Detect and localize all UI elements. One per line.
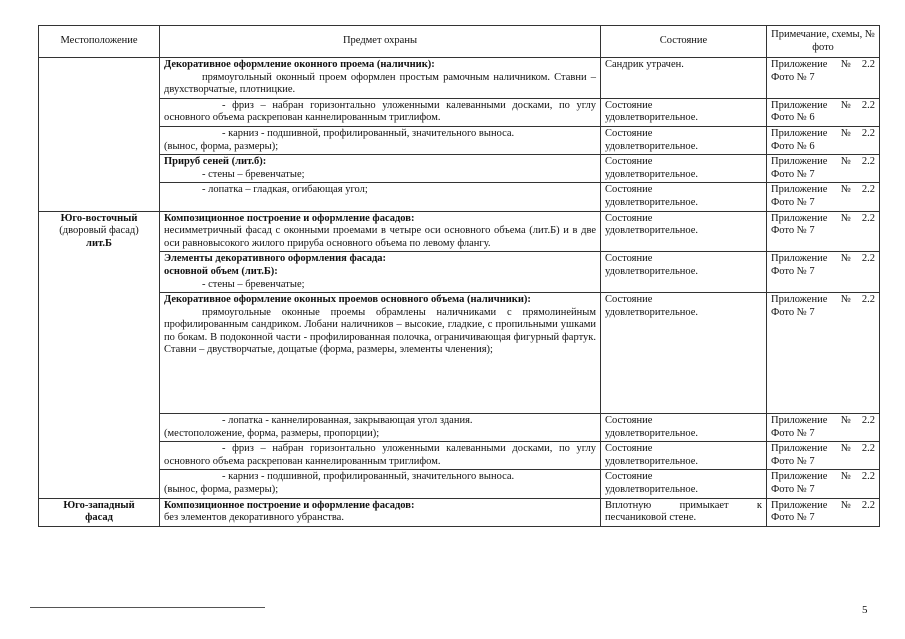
note-photo: Фото № 7 (771, 427, 815, 439)
location-cell-southwest (39, 498, 160, 526)
note-appendix: Приложение №2.2 (771, 415, 875, 427)
condition-cell (601, 155, 767, 183)
subject-title: Декоративное оформление оконных проемов основного объема (наличники): (164, 294, 531, 306)
table-row (39, 155, 880, 183)
condition-text: удовлетворительное. (605, 196, 699, 208)
note-appendix: Приложение №2.2 (771, 471, 875, 483)
note-photo: Фото № 7 (771, 484, 815, 496)
condition-text: Состояние (605, 99, 653, 111)
note-photo: Фото № 7 (771, 265, 815, 277)
subject-title: Прируб сеней (лит.б): (164, 156, 267, 168)
subject-title: Декоративное оформление оконного проема (наличник): (164, 59, 435, 70)
note-photo: Фото № 6 (771, 140, 815, 152)
location-cell-southeast (39, 211, 160, 498)
header-subject: Предмет охраны (160, 26, 601, 58)
condition-cell (601, 126, 767, 154)
note-cell (767, 155, 880, 183)
subject-text: - фриз – набран горизонтально уложенными калеванными досками, по углу основного объема раскрепован каннелированным триглифом. (164, 443, 596, 467)
condition-text: удовлетворительное. (605, 225, 699, 237)
location-lit: лит.Б (86, 237, 112, 249)
note-appendix: Приложение №2.2 (771, 59, 875, 70)
note-appendix: Приложение №2.2 (771, 212, 875, 224)
note-appendix: Приложение №2.2 (771, 184, 875, 196)
subject-text: (вынос, форма, размеры); (164, 140, 279, 152)
condition-text: удовлетворительное. (605, 427, 699, 439)
subject-cell (160, 58, 601, 99)
note-appendix: Приложение №2.2 (771, 99, 875, 111)
location-detail: (дворовый фасад) (59, 225, 139, 237)
condition-text: удовлетворительное. (605, 112, 699, 124)
location-cell-empty (39, 58, 160, 212)
subject-cell (160, 126, 601, 154)
subject-text: несимметричный фасад с оконными проемами в четыре оси основного объема (лит.Б) и в две оси равновысокого жилого прируба основного объема по левому флангу. (164, 225, 596, 249)
note-photo: Фото № 7 (771, 225, 815, 237)
subject-text: - стены – бревенчатые; (202, 278, 305, 290)
condition-cell (601, 470, 767, 498)
condition-text: Состояние (605, 156, 653, 168)
subject-cell (160, 414, 601, 442)
subject-cell (160, 183, 601, 211)
condition-text: Состояние (605, 253, 653, 265)
note-cell (767, 98, 880, 126)
location-detail: фасад (85, 512, 113, 524)
note-photo: Фото № 6 (771, 112, 815, 124)
subject-text: - фриз – набран горизонтально уложенными калеванными досками, по углу основного объема раскрепован каннелированным триглифом. (164, 99, 596, 124)
subject-text: прямоугольные оконные проемы обрамлены наличниками с прямолинейным профилированным сандриком. Лобани наличников – высокие, гладкие, с пропильными ушками по бокам. В подоконной части - профилированная полочка, ограничивающая фигурный фартук. Ставни – двустворчатые, дощатые (форма, размеры, элементы членения); (164, 306, 596, 356)
subject-cell (160, 498, 601, 526)
condition-cell (601, 414, 767, 442)
condition-cell (601, 293, 767, 414)
note-cell (767, 58, 880, 99)
header-note: Примечание, схемы, № фото (767, 26, 880, 58)
subject-cell (160, 252, 601, 293)
subject-title: Композиционное построение и оформление фасадов: (164, 499, 415, 511)
condition-cell (601, 58, 767, 99)
condition-text: Состояние (605, 294, 653, 306)
subject-text: - карниз - подшивной, профилированный, значительного выноса. (222, 127, 515, 139)
location-name: Юго-западный (63, 499, 135, 511)
condition-cell (601, 442, 767, 470)
subject-text: - стены – бревенчатые; (202, 168, 305, 180)
subject-text: (вынос, форма, размеры); (164, 484, 279, 496)
condition-text: удовлетворительное. (605, 140, 699, 152)
note-photo: Фото № 7 (771, 168, 815, 180)
protection-table (38, 25, 880, 527)
condition-text: удовлетворительное. (605, 265, 699, 277)
note-photo: Фото № 7 (771, 512, 815, 524)
header-condition: Состояние (601, 26, 767, 58)
table-row (39, 126, 880, 154)
table-row (39, 498, 880, 526)
note-cell (767, 126, 880, 154)
condition-cell (601, 252, 767, 293)
page-number: 5 (862, 604, 868, 616)
condition-cell (601, 211, 767, 252)
note-appendix: Приложение №2.2 (771, 156, 875, 168)
subject-text: без элементов декоративного убранства. (164, 512, 344, 524)
note-appendix: Приложение №2.2 (771, 499, 875, 511)
condition-text: Состояние (605, 443, 653, 455)
condition-text: Состояние (605, 415, 653, 427)
note-cell (767, 442, 880, 470)
table-row (39, 414, 880, 442)
note-cell (767, 293, 880, 414)
subject-cell (160, 442, 601, 470)
condition-text: удовлетворительное. (605, 306, 699, 318)
note-cell (767, 498, 880, 526)
subject-cell (160, 211, 601, 252)
table-row (39, 58, 880, 99)
note-appendix: Приложение №2.2 (771, 253, 875, 265)
condition-text: Состояние (605, 184, 653, 196)
table-row (39, 470, 880, 498)
note-cell (767, 183, 880, 211)
table-row (39, 211, 880, 252)
condition-text: удовлетворительное. (605, 484, 699, 496)
table-row (39, 252, 880, 293)
subject-cell (160, 155, 601, 183)
note-appendix: Приложение №2.2 (771, 294, 875, 306)
subject-cell (160, 293, 601, 414)
note-photo: Фото № 7 (771, 196, 815, 208)
note-cell (767, 252, 880, 293)
subject-text: (местоположение, форма, размеры, пропорции); (164, 427, 380, 439)
subject-title: Композиционное построение и оформление фасадов: (164, 212, 415, 224)
subject-cell (160, 98, 601, 126)
note-appendix: Приложение №2.2 (771, 127, 875, 139)
subject-text: - лопатка – гладкая, огибающая угол; (202, 184, 368, 196)
note-cell (767, 414, 880, 442)
condition-cell (601, 98, 767, 126)
header-location: Местоположение (39, 26, 160, 58)
condition-text: Состояние (605, 212, 653, 224)
subject-text: - карниз - подшивной, профилированный, значительного выноса. (222, 471, 515, 483)
subject-text: - лопатка - каннелированная, закрывающая угол здания. (222, 415, 473, 427)
condition-cell (601, 183, 767, 211)
condition-text: Вплотную примыкает к (605, 499, 762, 511)
note-photo: Фото № 7 (771, 71, 815, 83)
condition-text: удовлетворительное. (605, 455, 699, 467)
table-row (39, 183, 880, 211)
condition-text: песчаниковой стене. (605, 512, 697, 524)
note-photo: Фото № 7 (771, 306, 815, 318)
location-name: Юго-восточный (60, 212, 138, 224)
subject-cell (160, 470, 601, 498)
subject-subtitle: основной объем (лит.Б): (164, 265, 278, 277)
subject-text: прямоугольный оконный проем оформлен простым рамочным наличником. Ставни – двухстворчатые, плотницкие. (164, 71, 596, 96)
table-header-row (39, 26, 880, 58)
note-cell (767, 470, 880, 498)
condition-text: Сандрик утрачен. (605, 59, 684, 70)
table-row (39, 442, 880, 470)
note-appendix: Приложение №2.2 (771, 443, 875, 455)
footnote-separator (30, 607, 265, 608)
table-row (39, 98, 880, 126)
note-photo: Фото № 7 (771, 455, 815, 467)
condition-text: Состояние (605, 471, 653, 483)
note-cell (767, 211, 880, 252)
condition-text: Состояние (605, 127, 653, 139)
table-row (39, 293, 880, 414)
condition-cell (601, 498, 767, 526)
condition-text: удовлетворительное. (605, 168, 699, 180)
subject-title: Элементы декоративного оформления фасада: (164, 253, 387, 265)
